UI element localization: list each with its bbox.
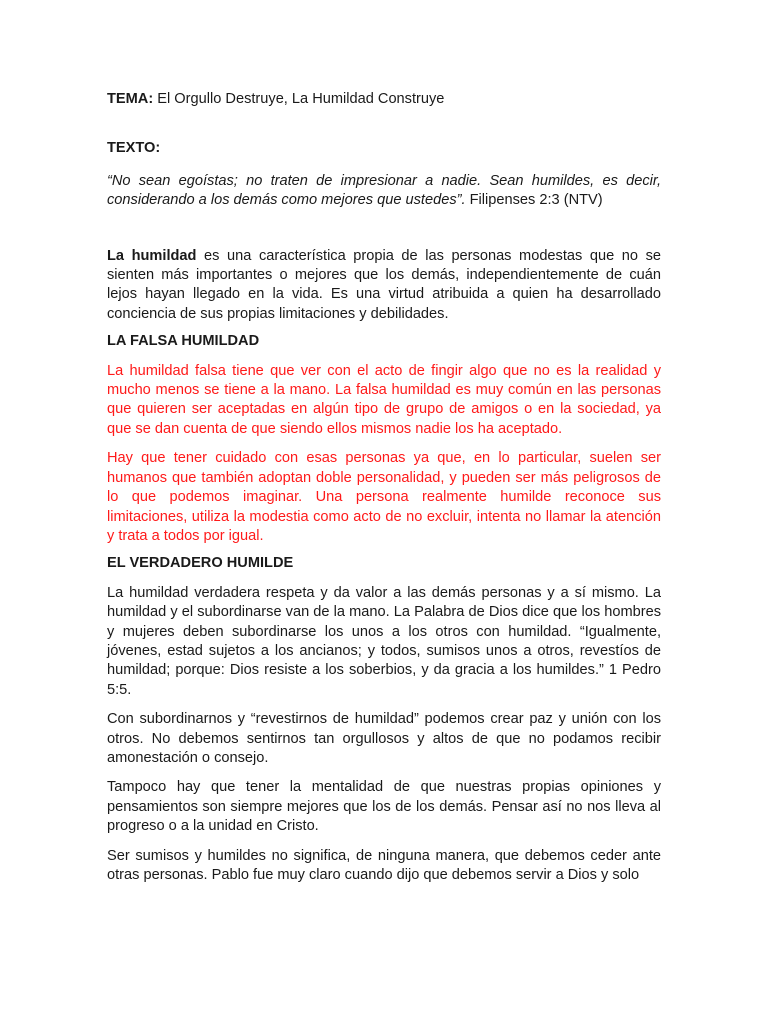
theme-label: TEMA: [107, 91, 154, 107]
verse-quote: “No sean egoístas; no traten de impresionar a nadie. Sean humildes, es decir, considerando a los demás como mejores que ustedes”. [107, 172, 661, 209]
intro-paragraph [107, 247, 661, 325]
false-humility-paragraph-1: La humildad falsa tiene que ver con el acto de fingir algo que no es la realidad y mucho menos se tiene a la mano. La falsa humildad es muy común en las personas que quieren ser aceptadas en algún tipo de grupo de amigos o en la sociedad, ya que se dan cuenta de que siendo ellos mismos nadie los ha aceptado. [107, 362, 661, 437]
true-humble-paragraph-3: Tampoco hay que tener la mentalidad de que nuestras propias opiniones y pensamientos son siempre mejores que los de los demás. Pensar así no nos lleva al progreso o a la unidad en Cristo. [107, 779, 661, 835]
document-page [107, 90, 661, 885]
text-label: TEXTO: [107, 140, 161, 157]
true-humble-paragraph-4: Ser sumisos y humildes no significa, de ninguna manera, que debemos ceder ante otras personas. Pablo fue muy claro cuando dijo que debemos servir a Dios y solo [107, 847, 661, 883]
false-humility-paragraph-2: Hay que tener cuidado con esas personas ya que, en lo particular, suelen ser humanos que también adoptan doble personalidad, y pueden ser más peligrosos de lo que podemos imaginar. Una persona realmente humilde reconoce sus limitaciones, utiliza la modestia como acto de no excluir, intenta no llamar la atención y trata a todos por igual. [107, 450, 661, 544]
true-humble-paragraph-1: La humildad verdadera respeta y da valor a las demás personas y a sí mismo. La humildad y el subordinarse van de la mano. La Palabra de Dios dice que los hombres y mujeres deben subordinarse los unos a los otros con humildad. “Igualmente, jóvenes, estad sujetos a los ancianos; y todos, sumisos unos a otros, revestíos de humildad; porque: Dios resiste a los soberbios, y da gracia a los humildes.” 1 Pedro 5:5. [107, 584, 661, 698]
theme-line [107, 90, 661, 109]
verse-reference: Filipenses 2:3 (NTV) [469, 192, 603, 209]
scripture-verse [107, 172, 661, 211]
intro-text: es una característica propia de las personas modestas que no se sienten más importantes o mejores que los demás, independientemente de cuán lejos hayan llegado en la vida. Es una virtud atribuida a quien ha desarrollado conciencia de sus propias limitaciones y debilidades. [107, 247, 662, 322]
true-humble-paragraph-2: Con subordinarnos y “revestirnos de humildad” podemos crear paz y unión con los otros. No debemos sentirnos tan orgullosos y altos de que no podamos recibir amonestación o consejo. [107, 711, 661, 766]
true-humble-heading: EL VERDADERO HUMILDE [107, 555, 294, 572]
intro-term: La humildad [107, 247, 197, 264]
false-humility-heading: LA FALSA HUMILDAD [107, 333, 260, 350]
theme-title: El Orgullo Destruye, La Humildad Construye [157, 91, 445, 107]
